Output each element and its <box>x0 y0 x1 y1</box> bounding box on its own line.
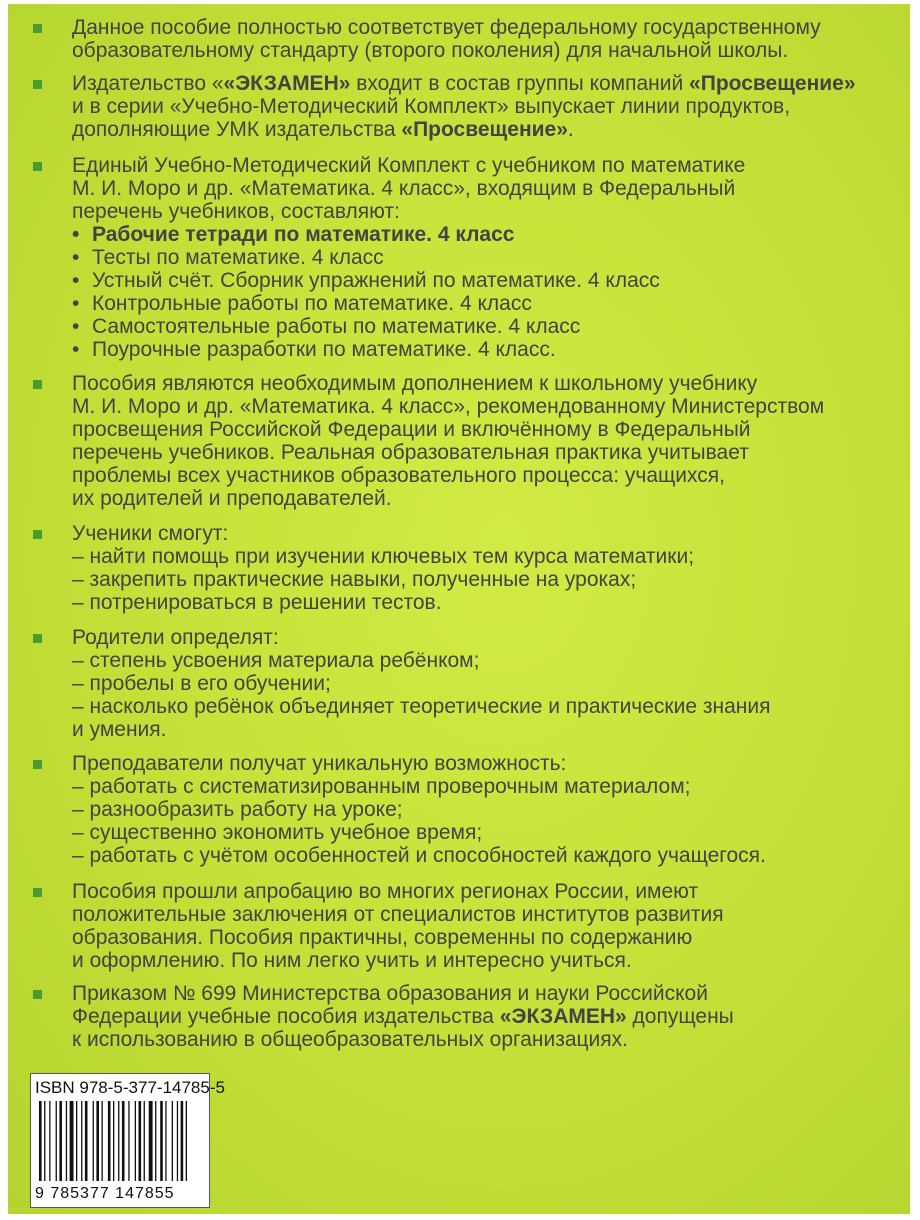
barcode-digits: 9 785377 147855 <box>35 1185 175 1202</box>
paragraph-students: Ученики смогут: – найти помощь при изучении ключевых тем курса математики; – закрепить практические навыки, полученные на уроках; – потренироваться в решении тестов. <box>72 522 695 614</box>
list-item: • Контрольные работы по математике. 4 класс <box>72 292 892 315</box>
paragraph-approbation: Пособия прошли апробацию во многих регионах России, имеют положительные заключения от специалистов институтов развития образования. Пособия практичны, современны по содержанию и оформлению. По ним легко учить и интересно учиться. <box>72 880 724 972</box>
bullet-square-icon <box>33 760 42 769</box>
bullet-square-icon <box>33 990 42 999</box>
paragraph-publisher: Издательство ««ЭКЗАМЕН» входит в состав группы компаний «Просвещение» и в серии «Учебно-Методический Комплект» выпускает линии продуктов, дополняющие УМК издательства «Просвещение». <box>72 72 856 141</box>
paragraph-parents: Родители определят: – степень усвоения материала ребёнком; – пробелы в его обучении; – насколько ребёнок объединяет теоретические и практические знания и умения. <box>72 626 771 741</box>
paragraph-supplement: Пособия являются необходимым дополнением к школьному учебнику М. И. Моро и др. «Математика. 4 класс», рекомендованному Министерством просвещения Российской Федерации и включённому в Федеральный перечень учебников. Реальная образовательная практика учитывает проблемы всех участников образовательного процесса: учащихся, их родителей и преподавателей. <box>72 372 825 510</box>
back-cover <box>8 4 910 1214</box>
bullet-square-icon <box>33 80 42 89</box>
bullet-square-icon <box>33 24 42 33</box>
paragraph-standard: Данное пособие полностью соответствует федеральному государственному образовательному стандарту (второго поколения) для начальной школы. <box>72 16 821 62</box>
list-item: • Устный счёт. Сборник упражнений по математике. 4 класс <box>72 269 892 292</box>
list-item: • Поурочные разработки по математике. 4 класс. <box>72 338 892 361</box>
isbn-number: ISBN 978-5-377-14785-5 <box>35 1078 225 1097</box>
paragraph-order: Приказом № 699 Министерства образования и науки Российской Федерации учебные пособия издательства «ЭКЗАМЕН» допущены к использованию в общеобразовательных организациях. <box>72 982 734 1051</box>
bullet-square-icon <box>33 888 42 897</box>
paragraph-complex: Единый Учебно-Методический Комплект с учебником по математике М. И. Моро и др. «Математика. 4 класс», входящим в Федеральный перечень учебников, составляют: • Рабочие тетради по математике. 4 класс • Тесты по математике. 4 класс • Устный счёт. Сборник упражнений по математике. 4 класс • Контрольные работы по математике. 4 класс • Самостоятельные работы по математике. 4 класс • Поурочные разработки по математике. 4 класс. <box>72 154 892 361</box>
bullet-square-icon <box>33 380 42 389</box>
bullet-square-icon <box>33 634 42 643</box>
isbn-barcode-box <box>30 1073 225 1208</box>
list-item: • Рабочие тетради по математике. 4 класс <box>72 223 892 246</box>
list-item: • Самостоятельные работы по математике. 4 класс <box>72 315 892 338</box>
bullet-square-icon <box>33 530 42 539</box>
barcode-icon <box>37 1101 203 1181</box>
list-item: • Тесты по математике. 4 класс <box>72 246 892 269</box>
paragraph-teachers: Преподаватели получат уникальную возможность: – работать с систематизированным проверочным материалом; – разнообразить работу на уроке; – существенно экономить учебное время; – работать с учётом особенностей и способностей каждого учащегося. <box>72 752 766 867</box>
bullet-square-icon <box>33 162 42 171</box>
